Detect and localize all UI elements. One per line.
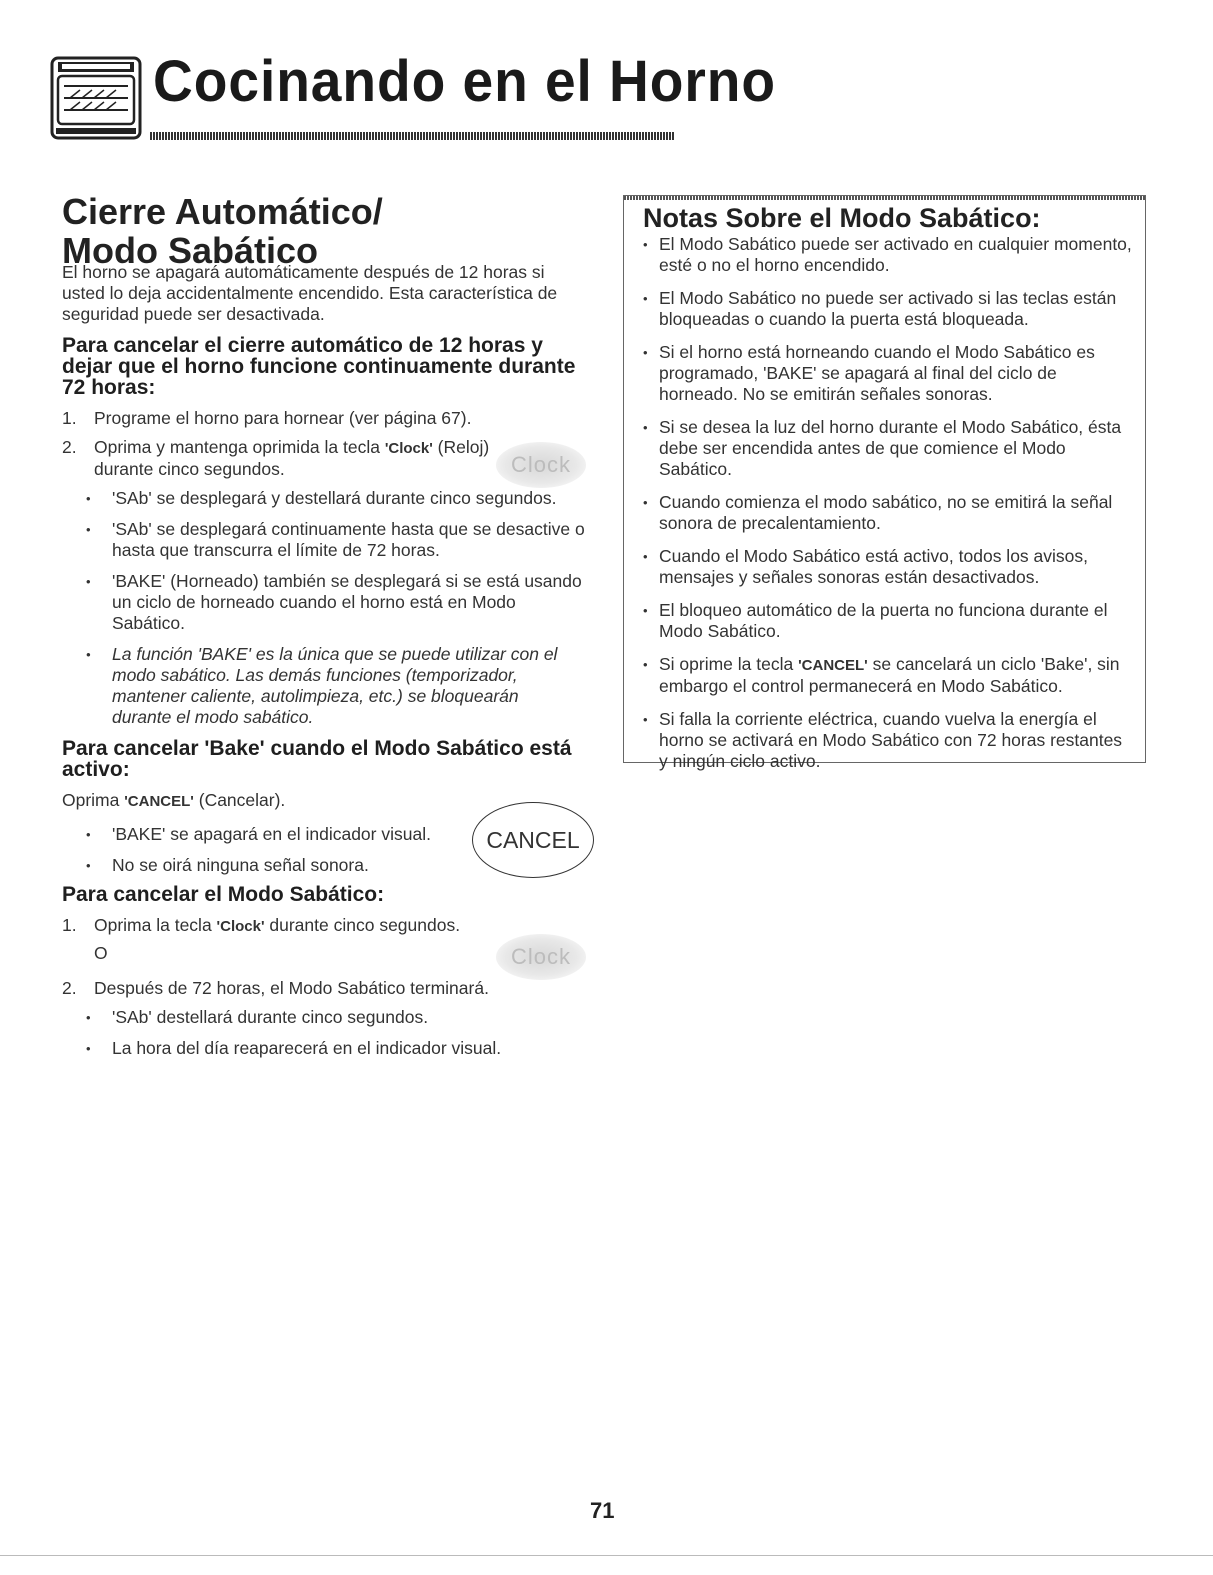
or-text: O bbox=[94, 943, 108, 963]
page-header bbox=[50, 49, 777, 152]
cancel-bake-heading: Para cancelar 'Bake' cuando el Modo Sabático está activo: bbox=[62, 737, 572, 781]
list-item: • El bloqueo automático de la puerta no funciona durante el Modo Sabático. bbox=[643, 600, 1133, 642]
step-text-part: (Reloj) durante cinco segundos. bbox=[94, 437, 490, 479]
oven-icon bbox=[50, 56, 142, 140]
step-number: 1. bbox=[62, 408, 77, 428]
step-number: 1. bbox=[62, 915, 77, 935]
section-title-line2: Modo Sabático bbox=[62, 230, 319, 271]
list-item: • 'BAKE' (Horneado) también se desplegará si se está usando un ciclo de horneado cuando el horno está en Modo Sabático. bbox=[86, 571, 592, 634]
footer-rule bbox=[0, 1555, 1213, 1556]
step-text: Programe el horno para hornear (ver página 67). bbox=[94, 408, 472, 428]
step-text bbox=[94, 915, 592, 937]
sab-bullets bbox=[62, 488, 592, 728]
list-item: • No se oirá ninguna señal sonora. bbox=[86, 855, 592, 876]
text-part: Oprima bbox=[62, 790, 125, 810]
list-item bbox=[643, 654, 1133, 697]
list-item: • 'SAb' destellará durante cinco segundos. bbox=[86, 1007, 592, 1028]
step-2 bbox=[62, 978, 592, 999]
notes-content bbox=[643, 202, 1133, 784]
clock-key-label: 'Clock' bbox=[216, 918, 265, 935]
clock-key-button: Clock bbox=[496, 442, 586, 488]
page-title: Cocinando en el Horno bbox=[153, 49, 777, 114]
step-number: 2. bbox=[62, 437, 77, 457]
list-item: • 'SAb' se desplegará continuamente hasta que se desactive o hasta que transcurra el límite de 72 horas. bbox=[86, 519, 592, 561]
step-text-part: Oprima y mantenga oprimida la tecla bbox=[94, 437, 385, 457]
end-bullets bbox=[62, 1007, 592, 1059]
text-part: Si oprime la tecla bbox=[659, 654, 799, 674]
list-item: • El Modo Sabático no puede ser activado si las teclas están bloqueadas o cuando la puerta está bloqueada. bbox=[643, 288, 1133, 330]
page-number: 71 bbox=[590, 1498, 615, 1523]
list-item: • 'SAb' se desplegará y destellará durante cinco segundos. bbox=[86, 488, 592, 509]
cancel-key-label: 'CANCEL' bbox=[124, 793, 194, 810]
cancel-12h-heading: Para cancelar el cierre automático de 12 horas y dejar que el horno funcione continuamente durante 72 horas: bbox=[62, 334, 576, 399]
text-part: (Cancelar). bbox=[193, 790, 286, 810]
cancel-sabbath-heading: Para cancelar el Modo Sabático: bbox=[62, 883, 385, 906]
list-item: • El Modo Sabático puede ser activado en cualquier momento, esté o no el horno encendido. bbox=[643, 234, 1133, 276]
list-item-note: • La función 'BAKE' es la única que se puede utilizar con el modo sabático. Las demás funciones (temporizador, mantener caliente, autolimpieza, etc.) se bloquearán durante el modo sabático. bbox=[86, 644, 592, 728]
section-title bbox=[62, 192, 602, 270]
step-number: 2. bbox=[62, 978, 77, 998]
clock-key-button: Clock bbox=[496, 934, 586, 980]
list-item: • Si el horno está horneando cuando el Modo Sabático es programado, 'BAKE' se apagará al final del ciclo de horneado. No se emitirán señales sonoras. bbox=[643, 342, 1133, 405]
cancel-key-label: 'CANCEL' bbox=[798, 657, 868, 674]
list-item: • 'BAKE' se apagará en el indicador visual. bbox=[86, 824, 592, 845]
cancel-key-button: CANCEL bbox=[472, 802, 594, 878]
list-item: • La hora del día reaparecerá en el indicador visual. bbox=[86, 1038, 592, 1059]
text-part: se cancelará un ciclo 'Bake', sin embargo el control permanecerá en Modo Sabático. bbox=[659, 654, 1120, 696]
step-text-part: durante cinco segundos. bbox=[264, 915, 461, 935]
list-item: • Si falla la corriente eléctrica, cuando vuelva la energía el horno se activará en Modo Sabático con 72 horas restantes y ningún ciclo activo. bbox=[643, 709, 1133, 772]
header-rule bbox=[150, 132, 674, 140]
sabbath-notes-box bbox=[623, 195, 1146, 771]
notes-list bbox=[643, 234, 1133, 772]
clock-key-label: 'Clock' bbox=[384, 440, 433, 457]
step-1 bbox=[62, 915, 592, 937]
section-title-line1: Cierre Automático/ bbox=[62, 191, 383, 232]
list-item: • Si se desea la luz del horno durante el Modo Sabático, ésta debe ser encendida antes de que comience el Modo Sabático. bbox=[643, 417, 1133, 480]
step-text: Después de 72 horas, el Modo Sabático terminará. bbox=[94, 978, 489, 998]
step-text-part: Oprima la tecla bbox=[94, 915, 217, 935]
intro-paragraph: El horno se apagará automáticamente después de 12 horas si usted lo deja accidentalmente encendido. Esta característica de seguridad puede ser desactivada. bbox=[62, 262, 558, 324]
step-1 bbox=[62, 408, 592, 429]
notes-title: Notas Sobre el Modo Sabático: bbox=[643, 203, 1041, 233]
list-item: • Cuando el Modo Sabático está activo, todos los avisos, mensajes y señales sonoras están desactivados. bbox=[643, 546, 1133, 588]
list-item: • Cuando comienza el modo sabático, no se emitirá la señal sonora de precalentamiento. bbox=[643, 492, 1133, 534]
